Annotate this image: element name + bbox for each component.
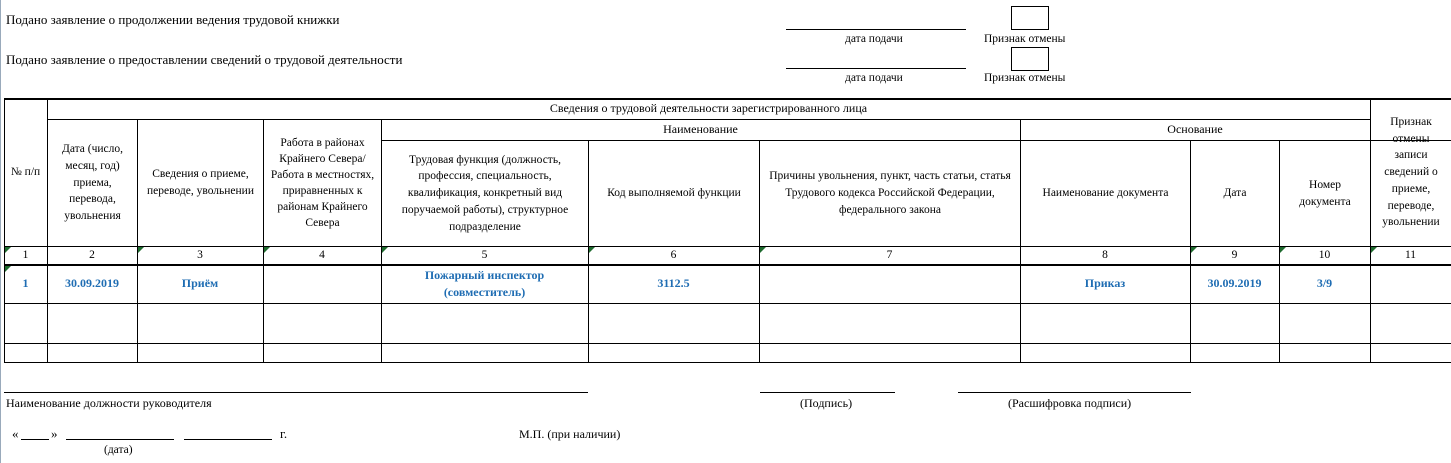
col-number-1: 1: [22, 249, 29, 262]
cell-north[interactable]: [263, 265, 381, 303]
date-label-2: дата подачи: [845, 72, 903, 84]
cell-doc-date[interactable]: 30.09.2019: [1207, 276, 1262, 291]
col-number-4: 4: [319, 249, 325, 262]
comment-marker-icon[interactable]: [760, 247, 766, 253]
col-header-doc-date: Дата: [1223, 187, 1247, 200]
year-line[interactable]: [184, 439, 272, 440]
cell-doc-name[interactable]: Приказ: [1084, 276, 1126, 291]
cell-num[interactable]: 1: [22, 276, 29, 291]
col-number-11: 11: [1404, 249, 1417, 262]
cancel-label-2: Признак отмены: [984, 72, 1066, 84]
quote-open: «: [12, 426, 19, 441]
col-number-3: 3: [197, 249, 203, 262]
signature-line[interactable]: [760, 392, 895, 393]
stamp-label: М.П. (при наличии): [519, 427, 621, 441]
cell-info[interactable]: Приём: [181, 276, 219, 291]
name-group-header: Наименование: [663, 122, 738, 137]
cell-doc-num[interactable]: 3/9: [1316, 276, 1333, 291]
comment-marker-icon[interactable]: [138, 247, 144, 253]
date-label-1: дата подачи: [845, 33, 903, 45]
col-header-date: Дата (число, месяц, год) приема, перевода, увольнения: [61, 143, 124, 222]
col-header-function: Трудовая функция (должность, профессия, специальность, квалификация, конкретный вид поручаемой работы), структурное подразделение: [401, 153, 569, 233]
col-header-code: Код выполняемой функции: [607, 187, 741, 200]
statement-provide-info: Подано заявление о предоставлении сведений о трудовой деятельности: [6, 52, 403, 67]
cell-cancel[interactable]: [1370, 265, 1451, 303]
col-number-6: 6: [670, 249, 677, 262]
decode-label: (Расшифровка подписи): [1008, 396, 1132, 410]
cell-code[interactable]: 3112.5: [657, 276, 690, 291]
day-line[interactable]: [21, 439, 49, 440]
date-line-1[interactable]: [786, 29, 966, 30]
comment-marker-icon[interactable]: [1280, 247, 1286, 253]
col-header-info: Сведения о приеме, переводе, увольнении: [147, 168, 254, 197]
comment-marker-icon[interactable]: [382, 247, 388, 253]
comment-marker-icon[interactable]: [264, 247, 270, 253]
month-line[interactable]: [66, 439, 174, 440]
col-number-9: 9: [1231, 249, 1238, 262]
comment-marker-icon[interactable]: [5, 247, 11, 253]
col-header-cancel: Признак отмены записи сведений о приеме, переводе, увольнении: [1382, 116, 1440, 229]
col-number-5: 5: [481, 249, 488, 262]
col-header-doc-name: Наименование документа: [1042, 187, 1169, 200]
date-line-2[interactable]: [786, 68, 966, 69]
cancel-checkbox-2[interactable]: [1011, 47, 1049, 71]
col-number-8: 8: [1102, 249, 1108, 262]
col-header-doc-num: Номер документа: [1299, 178, 1351, 208]
cancel-checkbox-1[interactable]: [1011, 6, 1049, 30]
cell-function[interactable]: Пожарный инспектор (совместитель): [424, 267, 545, 299]
col-number-10: 10: [1318, 249, 1331, 262]
col-number-7: 7: [886, 249, 893, 262]
decode-line[interactable]: [958, 392, 1191, 393]
cell-reason[interactable]: [759, 265, 1020, 303]
cell-date[interactable]: 30.09.2019: [65, 276, 119, 291]
table-group-title: Сведения о трудовой деятельности зарегистрированного лица: [549, 101, 868, 116]
cancel-label-1: Признак отмены: [984, 33, 1066, 45]
signature-label: (Подпись): [800, 396, 853, 410]
comment-marker-icon[interactable]: [589, 247, 595, 253]
col-number-2: 2: [89, 249, 95, 262]
comment-marker-icon[interactable]: [1191, 247, 1197, 253]
position-label: Наименование должности руководителя: [6, 396, 212, 410]
col-header-reason: Причины увольнения, пункт, часть статьи, статья Трудового кодекса Российской Федерации, федерального закона: [769, 170, 1011, 216]
basis-group-header: Основание: [1167, 122, 1223, 137]
position-line[interactable]: [4, 392, 588, 393]
comment-marker-icon[interactable]: [1371, 247, 1377, 253]
quote-close: »: [51, 426, 58, 441]
col-header-north: Работа в районах Крайнего Севера/Работа в местностях, приравненных к районам Крайнего Севера: [270, 136, 375, 230]
statement-continue-workbook: Подано заявление о продолжении ведения трудовой книжки: [6, 12, 340, 27]
date-caption: (дата): [104, 444, 133, 456]
year-suffix: г.: [280, 426, 288, 441]
col-header-num: № п/п: [10, 166, 41, 179]
sheet-left-edge: [0, 0, 1, 463]
